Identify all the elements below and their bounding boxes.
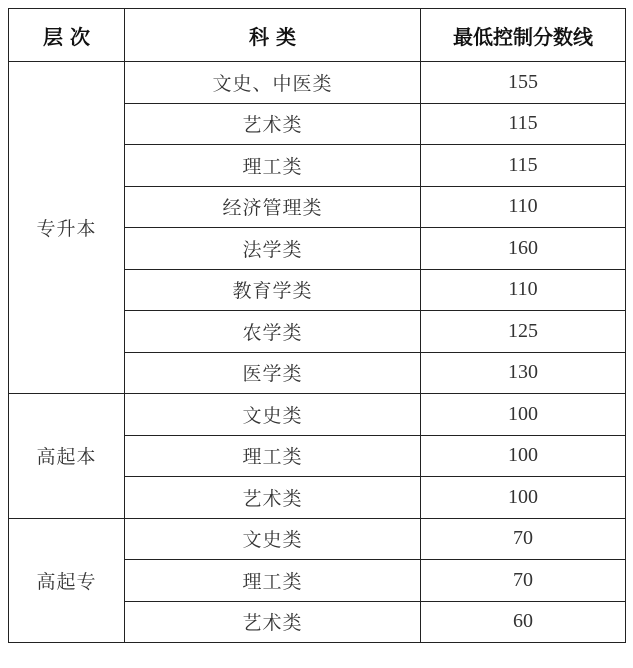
score-table: [8, 8, 626, 643]
subject-cell: 教育学类: [125, 269, 421, 311]
level-cell-gaoqizhuan: 高起专: [9, 518, 125, 643]
header-row: [9, 9, 626, 62]
subject-cell: 医学类: [125, 352, 421, 394]
table-header: [9, 9, 626, 62]
subject-cell: 艺术类: [125, 477, 421, 519]
score-cell: 70: [421, 560, 626, 602]
score-cell: 100: [421, 435, 626, 477]
level-cell-gaoqiben: 高起本: [9, 394, 125, 519]
subject-cell: 理工类: [125, 435, 421, 477]
header-level: 层 次: [9, 9, 125, 62]
header-score: 最低控制分数线: [421, 9, 626, 62]
score-cell: 155: [421, 62, 626, 104]
subject-cell: 文史类: [125, 394, 421, 436]
table-row: [9, 518, 626, 560]
score-cell: 100: [421, 394, 626, 436]
subject-cell: 法学类: [125, 228, 421, 270]
subject-cell: 理工类: [125, 560, 421, 602]
score-cell: 115: [421, 145, 626, 187]
score-cell: 110: [421, 186, 626, 228]
subject-cell: 理工类: [125, 145, 421, 187]
subject-cell: 艺术类: [125, 103, 421, 145]
score-cell: 60: [421, 601, 626, 643]
table-row: [9, 62, 626, 104]
score-cell: 115: [421, 103, 626, 145]
header-subject: 科 类: [125, 9, 421, 62]
subject-cell: 文史、中医类: [125, 62, 421, 104]
subject-cell: 农学类: [125, 311, 421, 353]
score-cell: 100: [421, 477, 626, 519]
level-cell-zhuanshengben: 专升本: [9, 62, 125, 394]
score-cell: 70: [421, 518, 626, 560]
score-cell: 125: [421, 311, 626, 353]
score-cell: 160: [421, 228, 626, 270]
subject-cell: 文史类: [125, 518, 421, 560]
subject-cell: 经济管理类: [125, 186, 421, 228]
score-cell: 130: [421, 352, 626, 394]
score-cell: 110: [421, 269, 626, 311]
subject-cell: 艺术类: [125, 601, 421, 643]
table-row: [9, 394, 626, 436]
table-body: [9, 62, 626, 643]
